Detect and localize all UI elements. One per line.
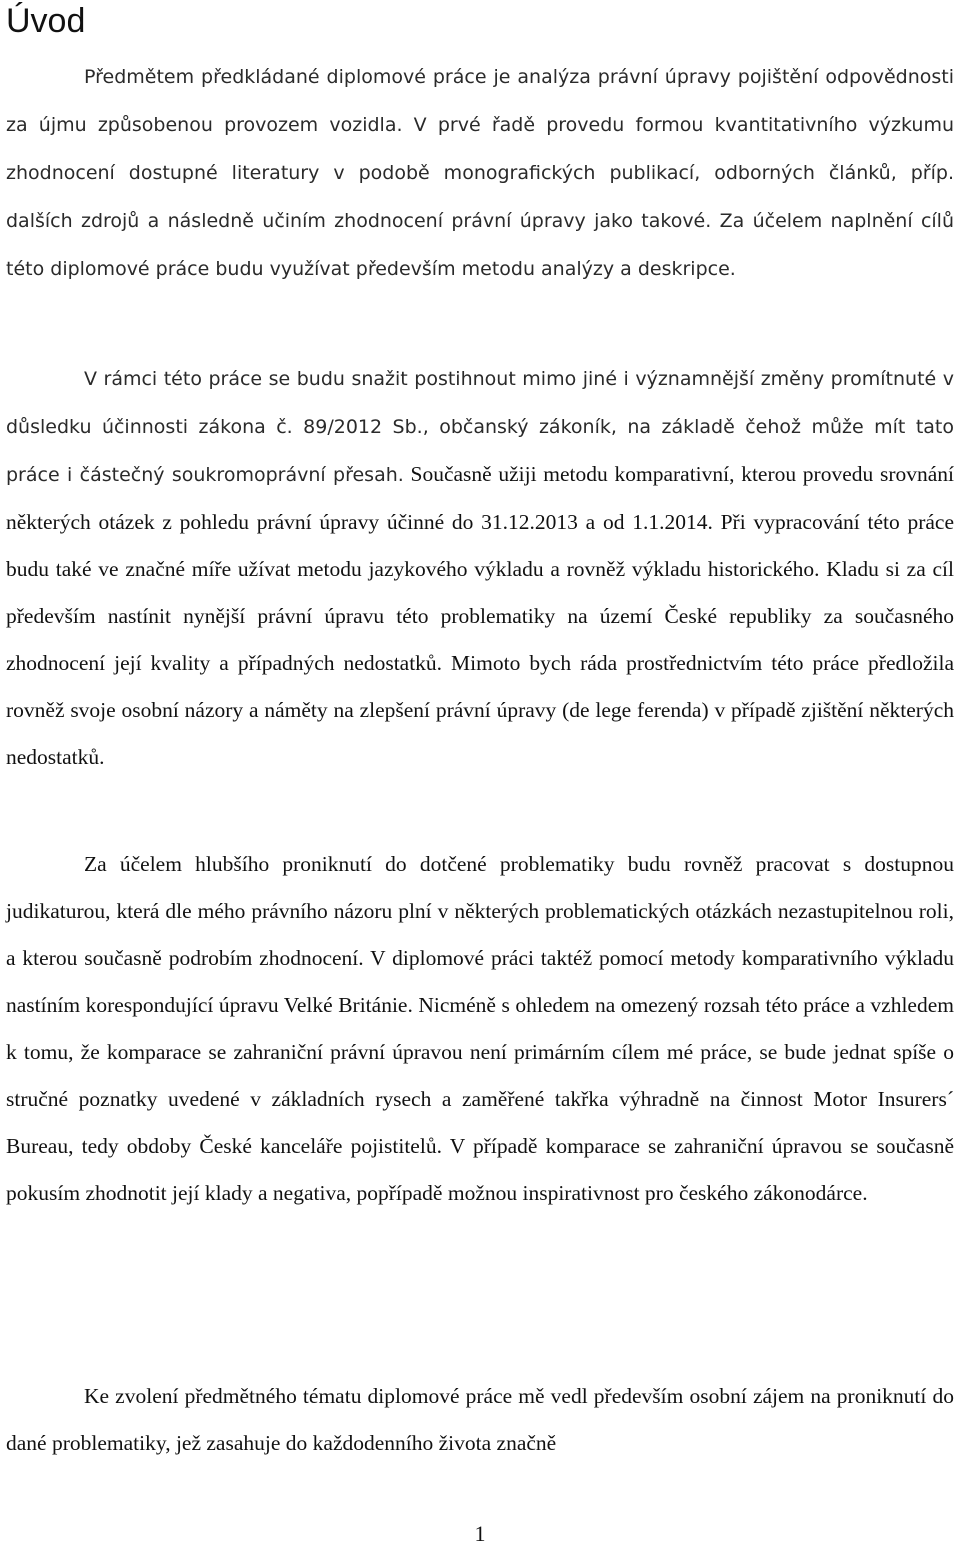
page-number: 1 bbox=[474, 1521, 486, 1546]
section-heading: Úvod bbox=[6, 2, 86, 40]
paragraph-text: V rámci této práce se budu snažit postihnout mimo jiné i významnější změny promítnuté v důsledku účinnosti zákona č. 89/2012 Sb. bbox=[6, 368, 954, 438]
paragraph-text: Ke zvolení předmětného tématu diplomové práce mě vedl především osobní zájem na proniknutí do dané problematiky, jež zasahuje do každodenního života značně bbox=[6, 1384, 954, 1455]
paragraph-text: Současně užiji metodu komparativní, kterou provedu srovnání některých otázek z pohledu právní úpravy účinné do 31.12.2013 a od 1.1.2014. Při vypracování této práce budu také ve značné míře užívat metodu jazykového výkladu a rovněž výkladu historického. Kladu si za cíl především nastínit nynější právní úpravu této problematiky na území České republiky za současného zhodnocení její kvality a případných nedostatků. Mimoto bych ráda prostřednictvím této práce předložila rovněž svoje osobní názory a náměty na zlepšení právní úpravy (de lege ferenda) v případě zjištění některých nedostatků. bbox=[6, 462, 954, 769]
paragraph-judikatura bbox=[6, 841, 954, 1217]
paragraph-intro bbox=[6, 53, 954, 293]
paragraph-text: , občanský zákoník, na základě čehož může mít tato práce i částečný soukromoprávní přesah. bbox=[6, 416, 954, 486]
paragraph-motivation bbox=[6, 1373, 954, 1467]
paragraph-text: Předmětem předkládané diplomové práce je analýza právní úpravy pojištění odpovědnosti za újmu způsobenou provozem vozidla. V prvé řadě provedu formou kvantitativního výzkumu zhodnocení dostupné literatury v podobě monografických publikací, odborných článků, příp. dalších zdrojů a následně učiním zhodnocení právní úpravy jako takové. Za účelem naplnění cílů této diplomové práce budu využívat především metodu analýzy a deskripce. bbox=[6, 66, 954, 280]
paragraph-methods bbox=[6, 355, 954, 781]
paragraph-text: Za účelem hlubšího proniknutí do dotčené problematiky budu rovněž pracovat s dostupnou judikaturou, která dle mého právního názoru plní v některých problematických otázkách nezastupitelnou roli, a kterou současně podrobím zhodnocení. V diplomové práci taktéž pomocí metody komparativního výkladu nastíním korespondující úpravu Velké Británie. Nicméně s ohledem na omezený rozsah této práce a vzhledem k tomu, že komparace se zahraniční právní úpravou není primárním cílem mé práce, se bude jednat spíše o stručné poznatky uvedené v základních rysech a zaměřené takřka výhradně na činnost Motor Insurers´ Bureau, tedy obdoby České kanceláře pojistitelů. V případě komparace se zahraniční úpravou se současně pokusím zhodnotit její klady a negativa, popřípadě možnou inspirativnost pro českého zákonodárce. bbox=[6, 852, 954, 1205]
